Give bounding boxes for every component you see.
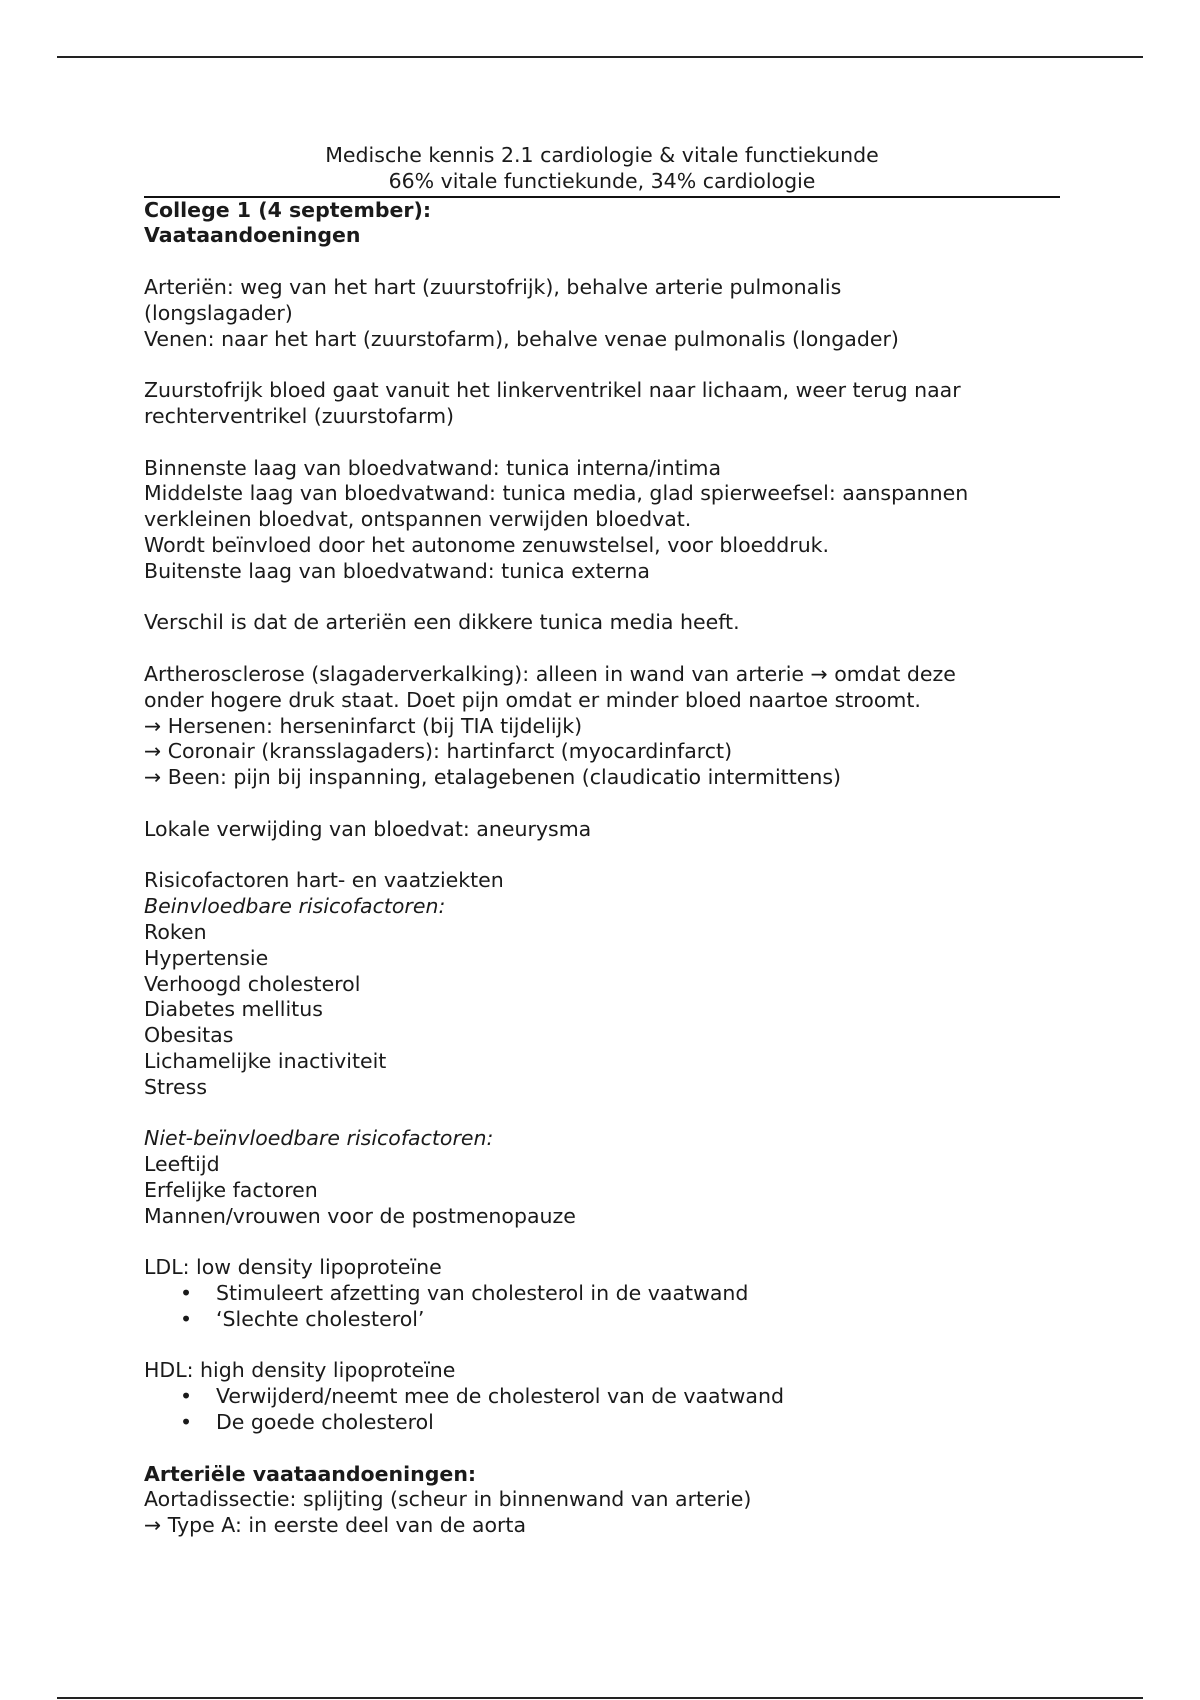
text-line: Lokale verwijding van bloedvat: aneurysma	[144, 816, 592, 841]
text-line: Wordt beïnvloed door het autonome zenuwstelsel, voor bloeddruk.	[144, 532, 830, 557]
text-line: (longslagader)	[144, 300, 293, 325]
text-line: LDL: low density lipoproteïne	[144, 1255, 442, 1280]
section-heading: Vaataandoeningen	[144, 223, 361, 248]
subheading: Niet-beïnvloedbare risicofactoren:	[144, 1126, 494, 1151]
page-bottom-rule	[57, 1697, 1143, 1699]
bullet-item	[144, 1307, 1060, 1333]
text-line: Arteriën: weg van het hart (zuurstofrijk), behalve arterie pulmonalis	[144, 274, 842, 299]
title-line-2: 66% vitale functiekunde, 34% cardiologie	[388, 168, 816, 193]
paragraph-gap	[144, 791, 1060, 817]
paragraph-gap	[144, 430, 1060, 456]
subheading: Beinvloedbare risicofactoren:	[144, 894, 446, 919]
paragraph-gap	[144, 843, 1060, 869]
page-top-rule	[57, 56, 1143, 58]
text-line: Venen: naar het hart (zuurstofarm), behalve venae pulmonalis (longader)	[144, 326, 899, 351]
text-line: Diabetes mellitus	[144, 997, 323, 1022]
text-line: Artherosclerose (slagaderverkalking): alleen in wand van arterie → omdat deze	[144, 661, 956, 686]
text-line: Hypertensie	[144, 945, 269, 970]
text-line: Verhoogd cholesterol	[144, 971, 361, 996]
document-body	[144, 143, 1060, 1539]
paragraph-gap	[144, 1333, 1060, 1359]
text-line: Zuurstofrijk bloed gaat vanuit het linkerventrikel naar lichaam, weer terug naar	[144, 378, 961, 403]
text-line: Risicofactoren hart- en vaatziekten	[144, 868, 504, 893]
text-line: Middelste laag van bloedvatwand: tunica media, glad spierweefsel: aanspannen	[144, 481, 969, 506]
text-line: Obesitas	[144, 1023, 234, 1048]
bullet-item	[144, 1281, 1060, 1307]
section-heading: Arteriële vaataandoeningen:	[144, 1461, 477, 1486]
section-heading: College 1 (4 september):	[144, 197, 432, 222]
text-line: Roken	[144, 919, 207, 944]
text-line: Binnenste laag van bloedvatwand: tunica interna/intima	[144, 455, 722, 480]
bullet-dot-icon: •	[180, 1306, 193, 1331]
text-line: Buitenste laag van bloedvatwand: tunica externa	[144, 558, 650, 583]
text-line: onder hogere druk staat. Doet pijn omdat er minder bloed naartoe stroomt.	[144, 687, 921, 712]
paragraph-gap	[144, 1229, 1060, 1255]
bullet-text: Verwijderd/neemt mee de cholesterol van de vaatwand	[216, 1384, 784, 1409]
text-line: → Coronair (kransslagaders): hartinfarct (myocardinfarct)	[144, 739, 733, 764]
text-line: Aortadissectie: splijting (scheur in binnenwand van arterie)	[144, 1487, 752, 1512]
text-line: rechterventrikel (zuurstofarm)	[144, 403, 455, 428]
paragraph-gap	[144, 352, 1060, 378]
paragraph-gap	[144, 636, 1060, 662]
text-line: Lichamelijke inactiviteit	[144, 1048, 387, 1073]
text-line: → Been: pijn bij inspanning, etalagebenen (claudicatio intermittens)	[144, 765, 842, 790]
text-line: verkleinen bloedvat, ontspannen verwijden bloedvat.	[144, 507, 692, 532]
notes-content	[144, 198, 1060, 1539]
text-line: Erfelijke factoren	[144, 1177, 318, 1202]
text-line: Mannen/vrouwen voor de postmenopauze	[144, 1203, 576, 1228]
paragraph-gap	[144, 1100, 1060, 1126]
text-line: Leeftijd	[144, 1152, 220, 1177]
bullet-item	[144, 1410, 1060, 1436]
paragraph-gap	[144, 585, 1060, 611]
bullet-dot-icon: •	[180, 1410, 193, 1435]
text-line: Verschil is dat de arteriën een dikkere tunica media heeft.	[144, 610, 740, 635]
bullet-text: De goede cholesterol	[216, 1410, 434, 1435]
paragraph-gap	[144, 1436, 1060, 1462]
text-line: → Hersenen: herseninfarct (bij TIA tijdelijk)	[144, 713, 583, 738]
paragraph-gap	[144, 249, 1060, 275]
title-line-1: Medische kennis 2.1 cardiologie & vitale functiekunde	[325, 143, 879, 167]
bullet-dot-icon: •	[180, 1281, 193, 1306]
document-title	[144, 143, 1060, 198]
text-line: HDL: high density lipoproteïne	[144, 1358, 456, 1383]
bullet-text: ‘Slechte cholesterol’	[216, 1306, 425, 1331]
text-line: Stress	[144, 1074, 208, 1099]
text-line: → Type A: in eerste deel van de aorta	[144, 1513, 527, 1538]
bullet-item	[144, 1384, 1060, 1410]
bullet-dot-icon: •	[180, 1384, 193, 1409]
bullet-text: Stimuleert afzetting van cholesterol in de vaatwand	[216, 1281, 749, 1306]
